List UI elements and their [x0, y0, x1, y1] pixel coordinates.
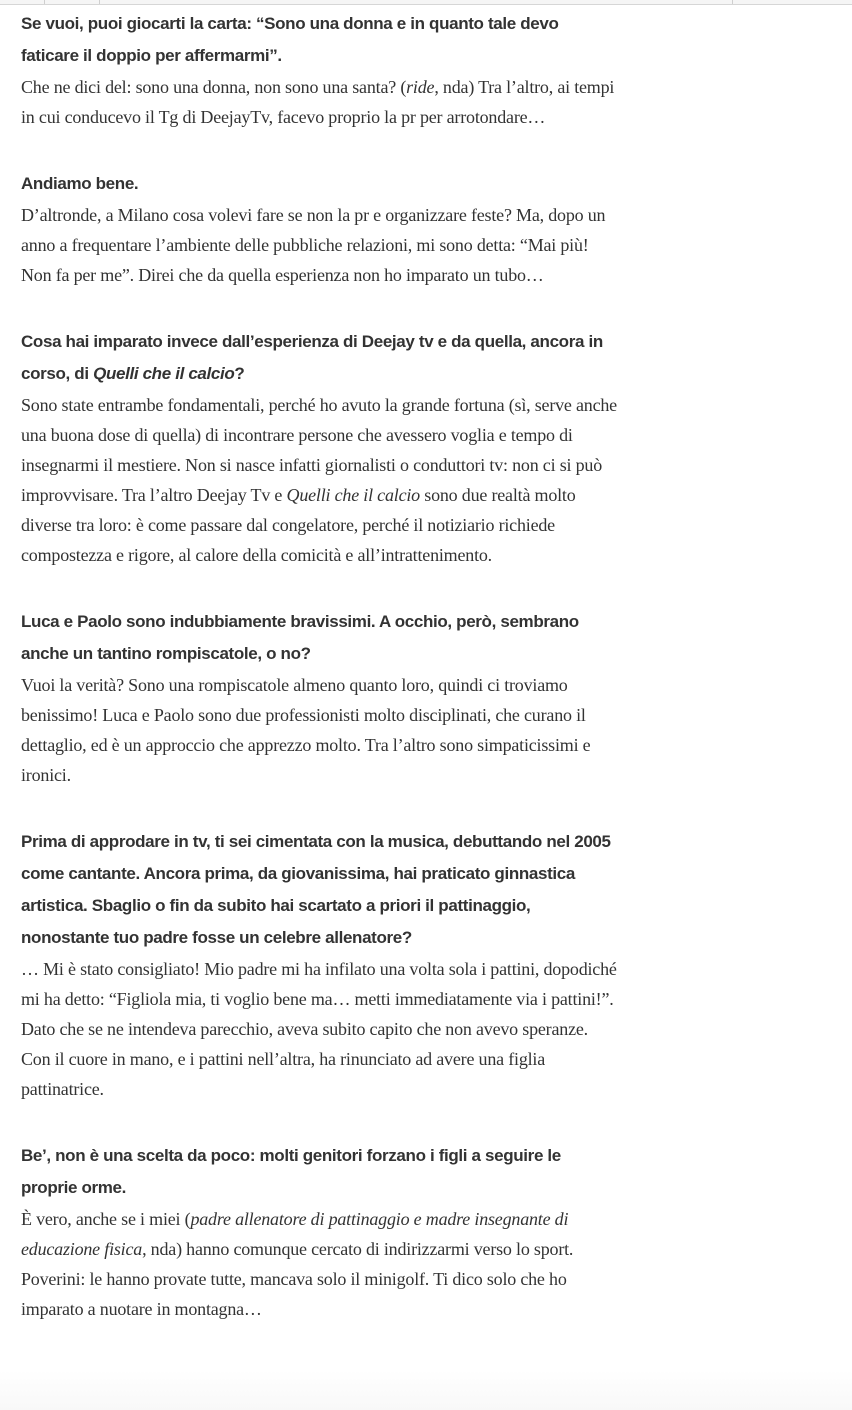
toolbar-divider — [732, 0, 733, 4]
qa-block — [21, 1140, 617, 1324]
qa-block — [21, 168, 617, 290]
interview-answer: Vuoi la verità? Sono una rompiscatole almeno quanto loro, quindi ci troviamo benissimo! Luca e Paolo sono due professionisti molto disciplinati, che curano il dettaglio, ed è un approccio che apprezzo molto. Tra l’altro sono simpaticissimi e ironici. — [21, 675, 591, 785]
interview-answer: … Mi è stato consigliato! Mio padre mi ha infilato una volta sola i pattini, dopodiché mi ha detto: “Figliola mia, ti voglio bene ma… metti immediatamente via i pattini!”. Dato che se ne intendeva parecchio, aveva subito capito che non avevo speranze. Con il cuore in mano, e i pattini nell’altra, ha rinunciato ad avere una figlia pattinatrice. — [21, 959, 617, 1099]
interview-question: Prima di approdare in tv, ti sei cimentata con la musica, debuttando nel 2005 come cantante. Ancora prima, da giovanissima, hai praticato ginnastica artistica. Sbaglio o fin da subito hai scartato a priori il pattinaggio, nonostante tuo padre fosse un celebre allenatore? — [21, 832, 611, 947]
qa-block — [21, 8, 617, 132]
qa-block — [21, 826, 617, 1104]
qa-block — [21, 606, 617, 790]
interview-answer: Sono state entrambe fondamentali, perché ho avuto la grande fortuna (sì, serve anche una buona dose di quella) di incontrare persone che avessero voglia e tempo di insegnarmi il mestiere. Non si nasce infatti giornalisti o conduttori tv: non ci si può improvvisare. Tra l’altro Deejay Tv e Quelli che il calcio sono due realtà molto diverse tra loro: è come passare dal congelatore, perché il notiziario richiede compostezza e rigore, al calore della comicità e all’intrattenimento. — [21, 395, 617, 565]
qa-block — [21, 326, 617, 570]
interview-question: Andiamo bene. — [21, 174, 139, 193]
interview-article — [21, 8, 617, 1360]
interview-answer: Che ne dici del: sono una donna, non sono una santa? (ride, nda) Tra l’altro, ai tempi in cui conducevo il Tg di DeejayTv, facevo proprio la pr per arrotondare… — [21, 77, 615, 127]
toolbar-divider — [44, 0, 45, 4]
interview-answer: È vero, anche se i miei (padre allenatore di pattinaggio e madre insegnante di educazione fisica, nda) hanno comunque cercato di indirizzarmi verso lo sport. Poverini: le hanno provate tutte, mancava solo il minigolf. Ti dico solo che ho imparato a nuotare in montagna… — [21, 1209, 574, 1319]
interview-question: Luca e Paolo sono indubbiamente bravissimi. A occhio, però, sembrano anche un tantino rompiscatole, o no? — [21, 612, 579, 663]
top-toolbar-strip — [0, 0, 852, 5]
interview-question: Cosa hai imparato invece dall’esperienza di Deejay tv e da quella, ancora in corso, di Quelli che il calcio? — [21, 332, 603, 383]
toolbar-divider — [99, 0, 100, 4]
bottom-fade-overlay — [0, 1370, 852, 1410]
interview-question: Be’, non è una scelta da poco: molti genitori forzano i figli a seguire le proprie orme. — [21, 1146, 561, 1197]
interview-answer: D’altronde, a Milano cosa volevi fare se non la pr e organizzare feste? Ma, dopo un anno a frequentare l’ambiente delle pubbliche relazioni, mi sono detta: “Mai più! Non fa per me”. Direi che da quella esperienza non ho imparato un tubo… — [21, 205, 606, 285]
interview-question: Se vuoi, puoi giocarti la carta: “Sono una donna e in quanto tale devo faticare il doppio per affermarmi”. — [21, 14, 559, 65]
